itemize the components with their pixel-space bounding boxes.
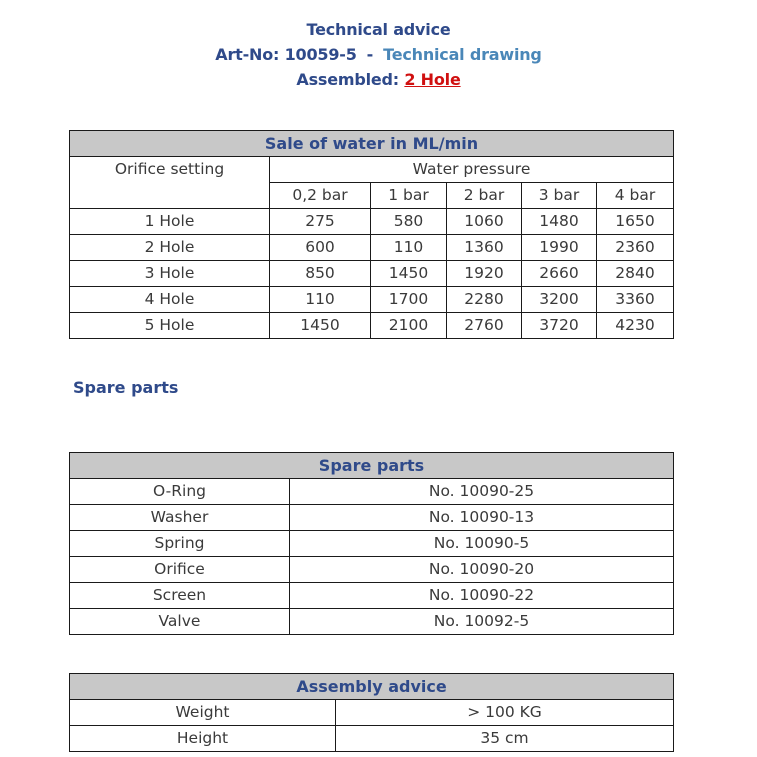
- flow-value: 110: [371, 235, 447, 261]
- flow-value: 2760: [447, 313, 522, 339]
- table-row: [70, 209, 674, 235]
- flow-value: 4230: [597, 313, 674, 339]
- row-label: 1 Hole: [70, 209, 270, 235]
- flow-value: 1450: [371, 261, 447, 287]
- technical-drawing-link[interactable]: Technical drawing: [383, 45, 542, 64]
- row-label: 3 Hole: [70, 261, 270, 287]
- table-row: [70, 609, 674, 635]
- flow-value: 3720: [522, 313, 597, 339]
- spare-table-title: Spare parts: [70, 453, 674, 479]
- part-number: No. 10090-13: [290, 505, 674, 531]
- attribute-label: Height: [70, 726, 336, 752]
- flow-value: 850: [270, 261, 371, 287]
- flow-value: 3200: [522, 287, 597, 313]
- assembled-value-link[interactable]: 2 Hole: [404, 70, 461, 89]
- table-row: [70, 261, 674, 287]
- flow-value: 1480: [522, 209, 597, 235]
- attribute-value: > 100 KG: [336, 700, 674, 726]
- water-pressure-header: Water pressure: [270, 157, 674, 183]
- table-row: [70, 583, 674, 609]
- table-row: [70, 313, 674, 339]
- table-row: [70, 700, 674, 726]
- flow-value: 600: [270, 235, 371, 261]
- part-name: Valve: [70, 609, 290, 635]
- table-row: [70, 235, 674, 261]
- part-name: Screen: [70, 583, 290, 609]
- assembly-table-title: Assembly advice: [70, 674, 674, 700]
- flow-value: 1920: [447, 261, 522, 287]
- attribute-label: Weight: [70, 700, 336, 726]
- orifice-setting-header: Orifice setting: [70, 157, 270, 183]
- part-number: No. 10090-5: [290, 531, 674, 557]
- part-name: Washer: [70, 505, 290, 531]
- pressure-column-header: 2 bar: [447, 183, 522, 209]
- part-number: No. 10090-25: [290, 479, 674, 505]
- flow-value: 2660: [522, 261, 597, 287]
- table-row: [70, 531, 674, 557]
- flow-value: 275: [270, 209, 371, 235]
- part-number: No. 10092-5: [290, 609, 674, 635]
- water-flow-table: [69, 130, 674, 339]
- assembly-advice-table: [69, 673, 674, 752]
- spare-parts-table: [69, 452, 674, 635]
- part-name: Orifice: [70, 557, 290, 583]
- assembled-label: Assembled:: [296, 70, 399, 89]
- table-row: [70, 505, 674, 531]
- part-name: Spring: [70, 531, 290, 557]
- flow-value: 1990: [522, 235, 597, 261]
- table-row: [70, 287, 674, 313]
- flow-value: 580: [371, 209, 447, 235]
- row-label: 4 Hole: [70, 287, 270, 313]
- part-number: No. 10090-20: [290, 557, 674, 583]
- row-label: 2 Hole: [70, 235, 270, 261]
- empty-header-cell: [70, 183, 270, 209]
- article-line: [0, 45, 757, 64]
- flow-value: 1700: [371, 287, 447, 313]
- table-row: [70, 479, 674, 505]
- flow-value: 1450: [270, 313, 371, 339]
- pressure-column-header: 1 bar: [371, 183, 447, 209]
- flow-value: 3360: [597, 287, 674, 313]
- separator: -: [366, 45, 374, 64]
- spare-parts-heading: Spare parts: [73, 378, 179, 397]
- flow-value: 2100: [371, 313, 447, 339]
- table-row: [70, 726, 674, 752]
- part-name: O-Ring: [70, 479, 290, 505]
- pressure-column-header: 3 bar: [522, 183, 597, 209]
- flow-value: 1060: [447, 209, 522, 235]
- flow-value: 110: [270, 287, 371, 313]
- attribute-value: 35 cm: [336, 726, 674, 752]
- page-title: Technical advice: [306, 20, 451, 39]
- article-number: Art-No: 10059-5: [215, 45, 357, 64]
- pressure-column-header: 0,2 bar: [270, 183, 371, 209]
- assembled-line: [0, 70, 757, 89]
- flow-value: 1650: [597, 209, 674, 235]
- flow-value: 1360: [447, 235, 522, 261]
- flow-value: 2840: [597, 261, 674, 287]
- water-table-title: Sale of water in ML/min: [70, 131, 674, 157]
- table-row: [70, 557, 674, 583]
- row-label: 5 Hole: [70, 313, 270, 339]
- flow-value: 2280: [447, 287, 522, 313]
- pressure-column-header: 4 bar: [597, 183, 674, 209]
- part-number: No. 10090-22: [290, 583, 674, 609]
- flow-value: 2360: [597, 235, 674, 261]
